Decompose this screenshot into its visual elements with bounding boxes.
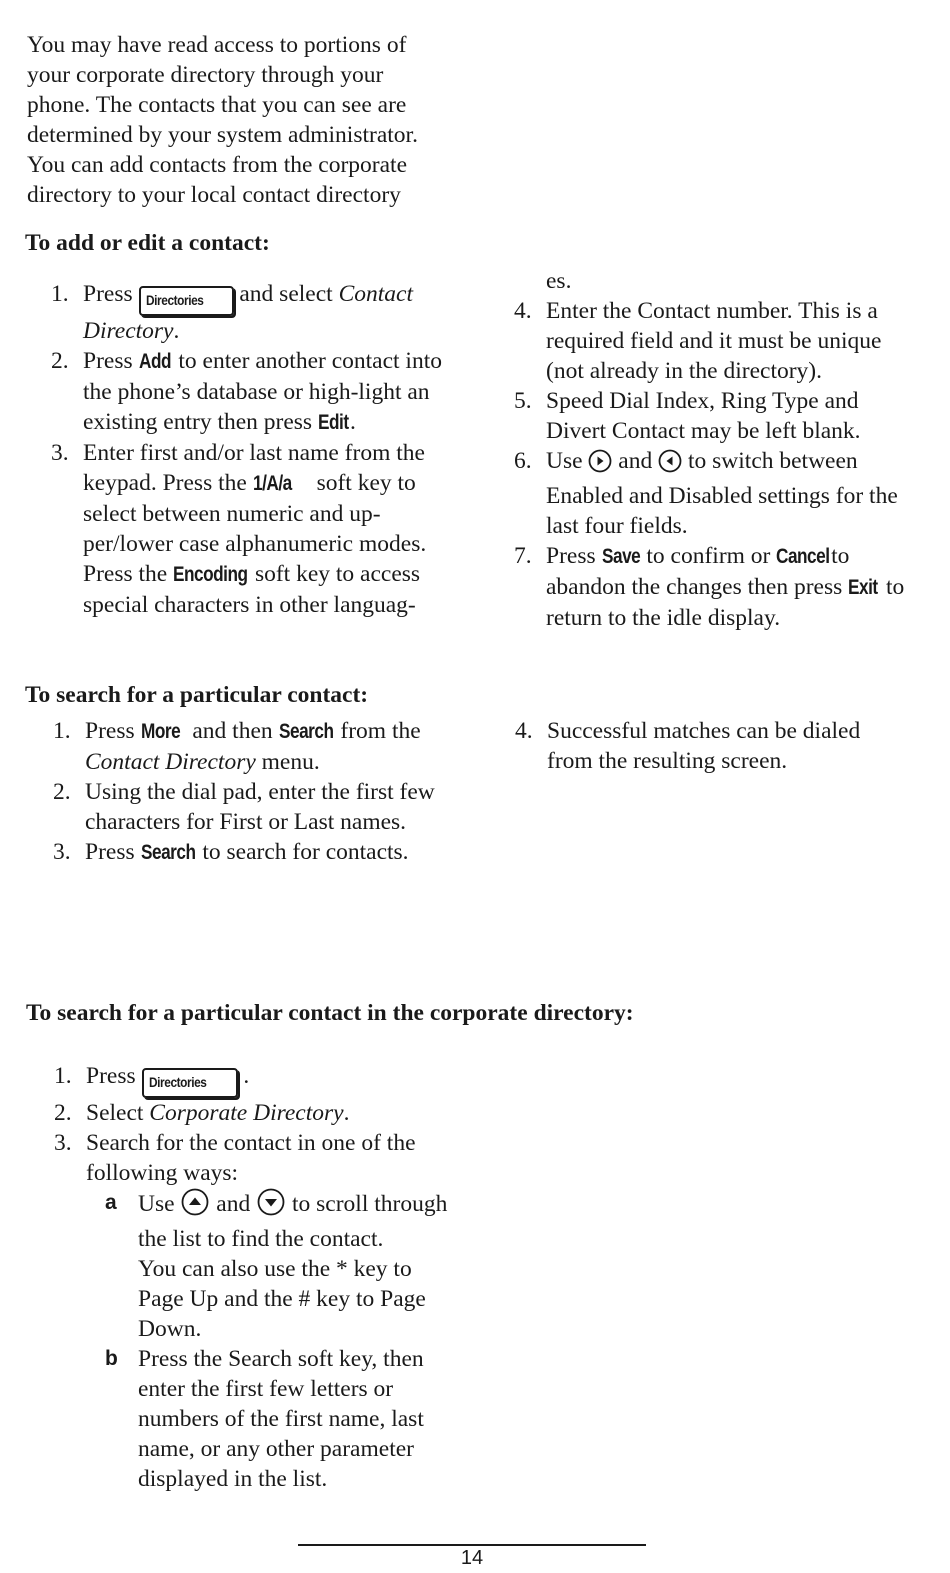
exit-softkey: Exit	[848, 576, 878, 599]
page-keys-note: You can also use the * key to Page Up and the # key to Page Down.	[138, 1256, 426, 1342]
edit-softkey: Edit	[317, 411, 349, 434]
corporate-step-3: 3. Search for the contact in one of the following ways:	[54, 1130, 416, 1186]
directories-button: Directories	[142, 1068, 238, 1098]
intro-paragraph: You may have read access to portions of your corporate directory through your phone. The contacts that you can see are determined by your system administrator. You can add contacts from the corporate directory to your local contact directory	[27, 32, 418, 208]
corporate-steps	[28, 1061, 458, 1494]
search-softkey: Search	[278, 720, 334, 743]
add-step-5: 5. Speed Dial Index, Ring Type and Divert Contact may be left blank.	[514, 388, 861, 444]
add-step-3: 3. Enter first and/or last name from the keypad. Press the 1/A/a soft key to select between numeric and up-per/lower case alphanumeric modes. Press the Encoding soft key to access special characters in other languag-	[51, 440, 427, 618]
search-step-3: 3. Press Search to search for contacts.	[27, 837, 467, 868]
add-step-1: 1. Press Directories and select Contact Directory.	[51, 281, 413, 344]
add-steps-left	[25, 279, 455, 620]
add-steps-right	[488, 266, 908, 633]
corporate-search-heading: To search for a particular contact in the corporate directory:	[26, 1000, 634, 1026]
corporate-step-2: 2. Select Corporate Directory.	[54, 1100, 350, 1126]
add-step-3-continued: es.	[546, 268, 572, 294]
search-softkey: Search	[140, 841, 195, 864]
encoding-softkey: Encoding	[173, 563, 248, 586]
search-contact-heading: To search for a particular contact:	[25, 682, 369, 708]
add-step-7: 7. Press Save to confirm or Cancel to abandon the changes then press Exit to return to the idle display.	[514, 543, 905, 631]
page-number: 14	[460, 1547, 484, 1569]
directories-button: Directories	[139, 286, 234, 316]
add-contact-heading: To add or edit a contact:	[25, 230, 270, 256]
corporate-step-1: 1. Press Directories .	[28, 1061, 458, 1098]
add-step-2: 2. Press Add to enter another contact into the phone’s database or high-light an existing entry then press Edit.	[25, 346, 455, 438]
1-a-a-softkey: 1/A/a	[252, 472, 292, 495]
add-step-4: 4. Enter the Contact number. This is a required field and it must be unique (not already in the directory).	[514, 298, 882, 384]
right-arrow-icon	[588, 449, 612, 481]
save-softkey: Save	[601, 545, 640, 568]
cancel-softkey: Cancel	[776, 545, 830, 568]
corporate-substep-a: a Use and to scroll through the list to find the contact. You can also use the * key to Page Up and the # key to Page Down.	[28, 1188, 458, 1344]
add-step-6: 6. Use and to switch between Enabled and Disabled settings for the last four fields.	[514, 448, 898, 539]
add-softkey: Add	[138, 350, 171, 373]
search-steps-left	[27, 716, 467, 868]
more-softkey: More	[140, 720, 180, 743]
corporate-substep-b: b Press the Search soft key, then enter the first few letters or numbers of the first name, last name, or any other parameter displayed in the list.	[105, 1346, 424, 1492]
search-step-4: 4. Successful matches can be dialed from the resulting screen.	[515, 718, 861, 774]
search-steps-right	[489, 716, 909, 776]
search-step-2: 2. Using the dial pad, enter the first few characters for First or Last names.	[53, 779, 435, 835]
left-arrow-icon	[658, 449, 682, 481]
up-arrow-icon	[180, 1188, 210, 1224]
search-step-1: 1. Press More and then Search from the Contact Directory menu.	[53, 718, 421, 775]
down-arrow-icon	[256, 1188, 286, 1224]
